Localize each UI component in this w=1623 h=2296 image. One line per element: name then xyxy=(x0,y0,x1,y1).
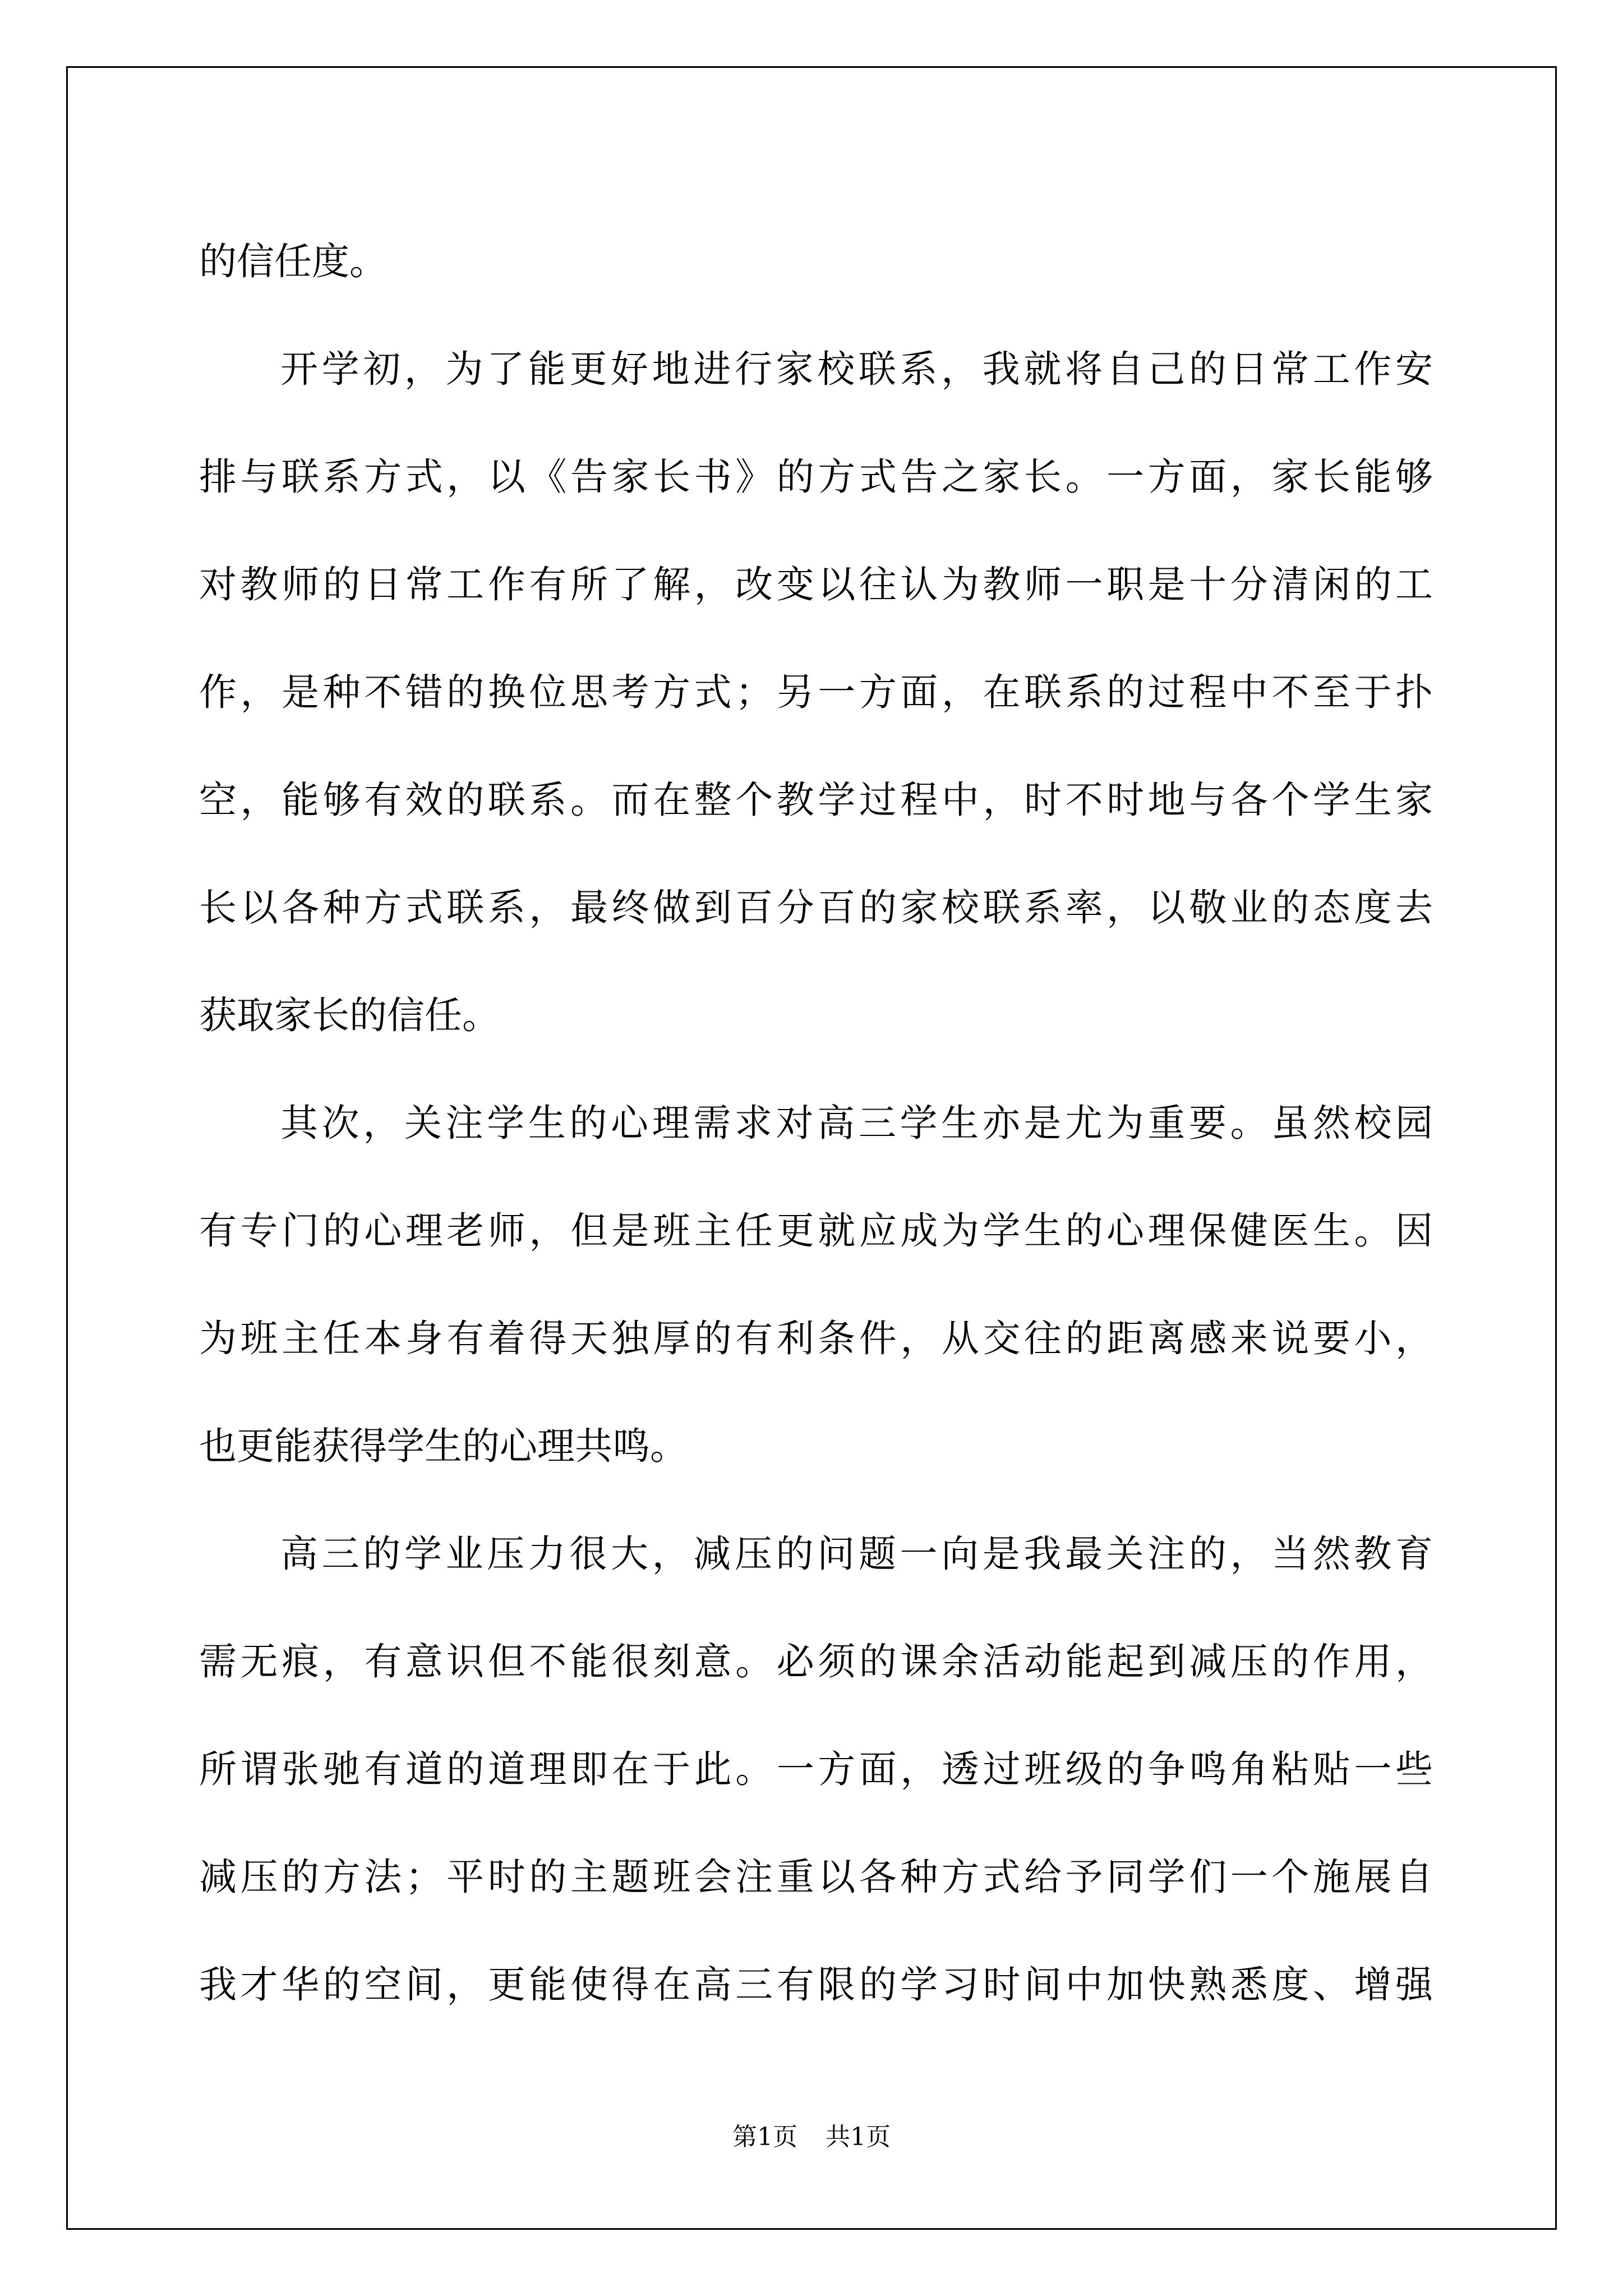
line-text: 对教师的日常工作有所了解，改变以往认为教师一职是十分清闲的工 xyxy=(199,563,1433,606)
line-text: 其次，关注学生的心理需求对高三学生亦是尤为重要。虽然校园 xyxy=(280,1101,1433,1145)
text-line xyxy=(199,638,1433,746)
text-line xyxy=(199,961,1433,1069)
page-number-current: 第1页 xyxy=(732,2123,797,2151)
line-text: 需无痕，有意识但不能很刻意。必须的课余活动能起到减压的作用， xyxy=(199,1640,1433,1683)
text-line xyxy=(199,1931,1433,2039)
line-text: 减压的方法；平时的主题班会注重以各种方式给予同学们一个施展自 xyxy=(199,1855,1433,1899)
line-text: 我才华的空间，更能使得在高三有限的学习时间中加快熟悉度、增强 xyxy=(199,1963,1433,2007)
text-line xyxy=(199,1392,1433,1500)
text-line xyxy=(199,1177,1433,1285)
line-text: 长以各种方式联系，最终做到百分百的家校联系率，以敬业的态度去 xyxy=(199,886,1433,930)
line-text: 获取家长的信任。 xyxy=(199,993,500,1037)
text-line xyxy=(199,423,1433,531)
line-text: 开学初，为了能更好地进行家校联系，我就将自己的日常工作安 xyxy=(280,347,1433,391)
text-line xyxy=(199,1285,1433,1392)
text-line xyxy=(199,1500,1433,1608)
text-line xyxy=(199,1069,1433,1177)
line-text: 作，是种不错的换位思考方式；另一方面，在联系的过程中不至于扑 xyxy=(199,670,1433,714)
line-text: 也更能获得学生的心理共鸣。 xyxy=(199,1424,688,1468)
text-line xyxy=(199,1715,1433,1823)
text-line xyxy=(199,854,1433,961)
text-line xyxy=(199,746,1433,854)
line-text: 的信任度。 xyxy=(199,240,387,283)
page-footer xyxy=(0,2120,1623,2154)
line-text: 空，能够有效的联系。而在整个教学过程中，时不时地与各个学生家 xyxy=(199,778,1433,822)
line-text: 排与联系方式，以《告家长书》的方式告之家长。一方面，家长能够 xyxy=(199,455,1433,499)
text-line xyxy=(199,315,1433,423)
line-text: 所谓张驰有道的道理即在于此。一方面，透过班级的争鸣角粘贴一些 xyxy=(199,1747,1433,1791)
page-number-total: 共1页 xyxy=(826,2123,891,2151)
text-line xyxy=(199,208,1433,315)
line-text: 高三的学业压力很大，减压的问题一向是我最关注的，当然教育 xyxy=(280,1532,1433,1576)
text-line xyxy=(199,1608,1433,1715)
document-body xyxy=(199,208,1433,2039)
text-line xyxy=(199,531,1433,638)
line-text: 为班主任本身有着得天独厚的有利条件，从交往的距离感来说要小， xyxy=(199,1317,1433,1360)
text-line xyxy=(199,1823,1433,1931)
line-text: 有专门的心理老师，但是班主任更就应成为学生的心理保健医生。因 xyxy=(199,1209,1433,1253)
